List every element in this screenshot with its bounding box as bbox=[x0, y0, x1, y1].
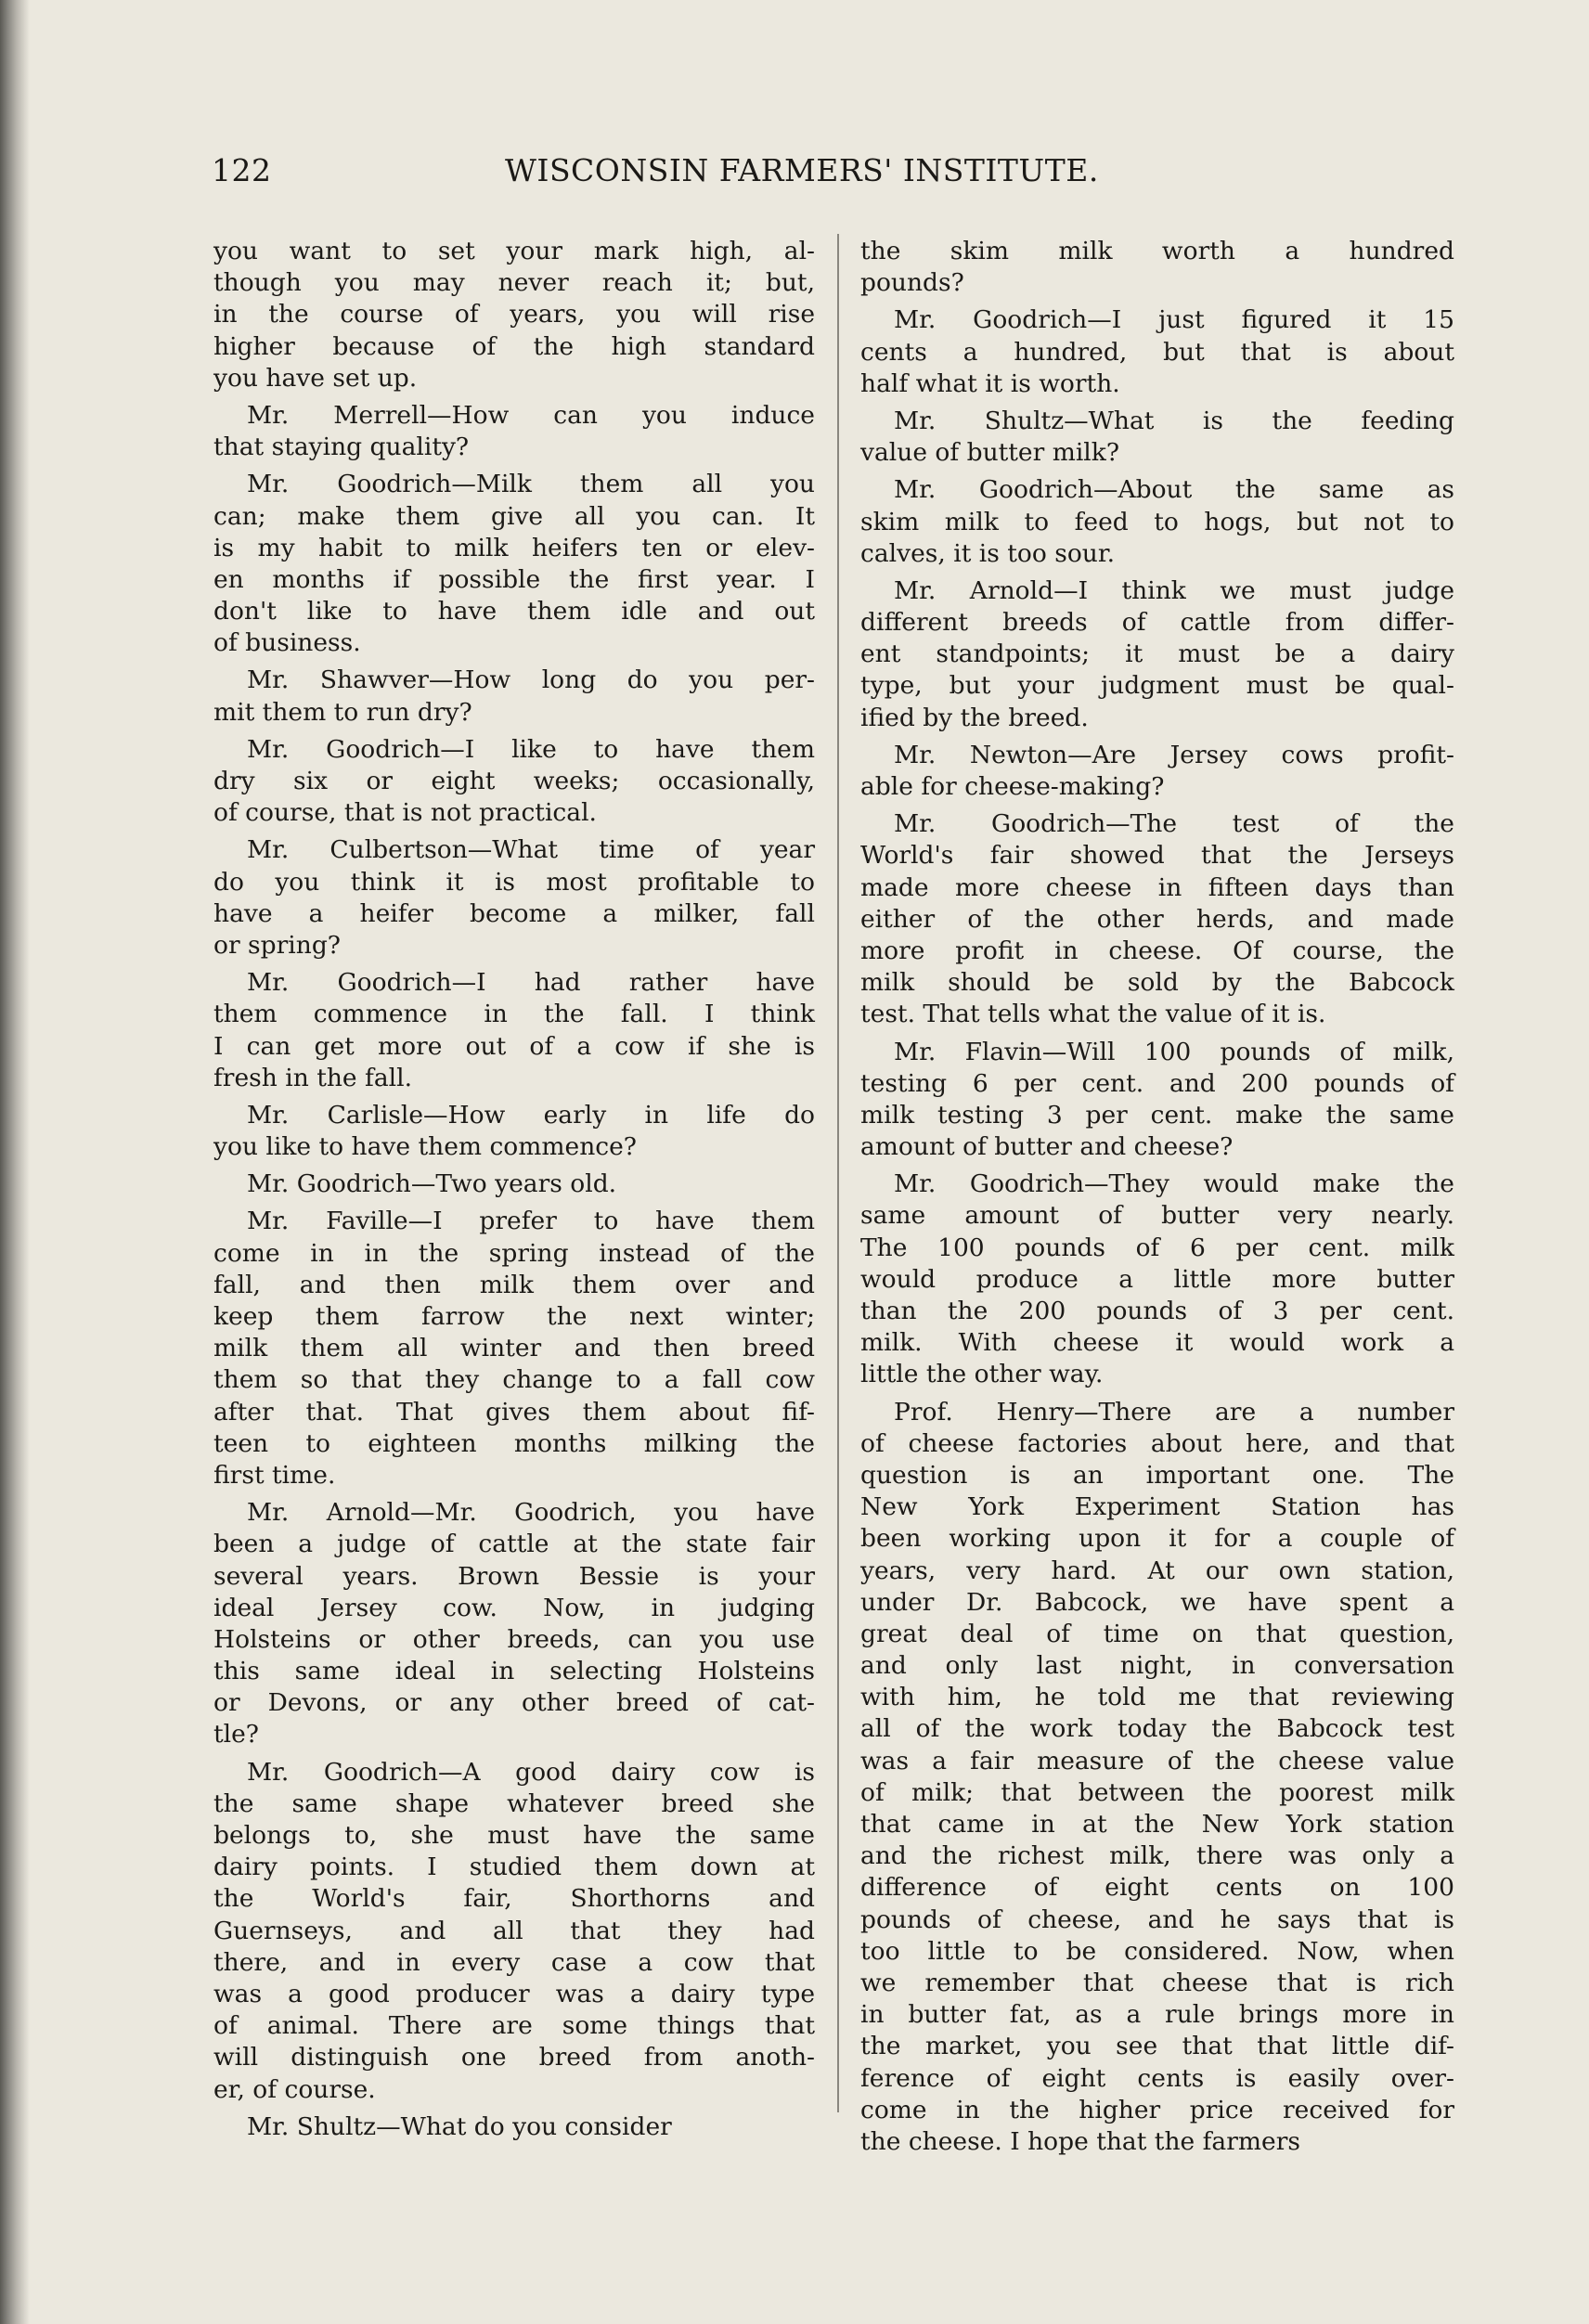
text-line: in the course of years, you will rise bbox=[213, 300, 815, 329]
paragraph bbox=[213, 834, 815, 962]
text-line: the skim milk worth a hundred bbox=[860, 237, 1454, 265]
paragraph bbox=[860, 1397, 1454, 2159]
text-line: that came in at the New York station bbox=[860, 1810, 1454, 1839]
book-binding-shadow bbox=[0, 0, 30, 2324]
text-line: is my habit to milk heifers ten or elev- bbox=[213, 533, 815, 562]
paragraph bbox=[860, 1168, 1454, 1390]
paragraph bbox=[213, 1497, 815, 1751]
text-line: Mr. Goodrich—They would make the bbox=[894, 1169, 1454, 1199]
text-line: Mr. Merrell—How can you induce bbox=[247, 400, 815, 430]
text-line: you want to set your mark high, al- bbox=[213, 237, 815, 265]
paragraph bbox=[213, 400, 815, 463]
paragraph bbox=[860, 808, 1454, 1030]
page-header bbox=[212, 152, 1140, 193]
text-line: milk testing 3 per cent. make the same bbox=[860, 1100, 1454, 1130]
text-line: come in in the spring instead of the bbox=[213, 1238, 815, 1268]
left-column bbox=[213, 236, 815, 2143]
text-line: mit them to run dry? bbox=[213, 697, 472, 727]
text-line: Mr. Shultz—What is the feeding bbox=[894, 406, 1454, 435]
text-line: milk should be sold by the Babcock bbox=[860, 968, 1454, 998]
text-line: can; make them give all you can. It bbox=[213, 501, 815, 531]
text-line: half what it is worth. bbox=[860, 368, 1120, 398]
text-line: type, but your judgment must be qual- bbox=[860, 671, 1454, 701]
text-line: ideal Jersey cow. Now, in judging bbox=[213, 1593, 815, 1622]
text-line: belongs to, she must have the same bbox=[213, 1821, 815, 1850]
text-line: fall, and then milk them over and bbox=[213, 1270, 815, 1299]
text-line: calves, it is too sour. bbox=[860, 538, 1116, 568]
text-line: will distinguish one breed from anoth- bbox=[213, 2043, 815, 2072]
text-line: more profit in cheese. Of course, the bbox=[860, 936, 1454, 965]
text-line: don't like to have them idle and out bbox=[213, 597, 815, 626]
paragraph bbox=[213, 1206, 815, 1491]
text-line: Mr. Arnold—Mr. Goodrich, you have bbox=[247, 1498, 815, 1528]
text-line: them so that they change to a fall cow bbox=[213, 1365, 815, 1395]
text-line: you have set up. bbox=[213, 363, 418, 393]
text-line: or Devons, or any other breed of cat- bbox=[213, 1688, 815, 1718]
text-line: would produce a little more butter bbox=[860, 1264, 1454, 1294]
text-line: that staying quality? bbox=[213, 433, 470, 462]
text-line: Mr. Faville—I prefer to have them bbox=[247, 1207, 815, 1236]
text-line: been a judge of cattle at the state fair bbox=[213, 1530, 815, 1559]
paragraph bbox=[213, 1168, 815, 1200]
text-line: Mr. Carlisle—How early in life do bbox=[247, 1100, 815, 1130]
text-line: Holsteins or other breeds, can you use bbox=[213, 1624, 815, 1654]
paragraph bbox=[213, 665, 815, 728]
paragraph bbox=[213, 734, 815, 830]
paragraph bbox=[860, 236, 1454, 299]
text-line: and the richest milk, there was only a bbox=[860, 1841, 1454, 1871]
text-line: of course, that is not practical. bbox=[213, 798, 597, 828]
text-line: The 100 pounds of 6 per cent. milk bbox=[860, 1233, 1454, 1262]
text-line: milk them all winter and then breed bbox=[213, 1334, 815, 1363]
text-line: in butter fat, as a rule brings more in bbox=[860, 2000, 1454, 2030]
text-line: ified by the breed. bbox=[860, 703, 1089, 732]
paragraph bbox=[860, 474, 1454, 570]
text-line: teen to eighteen months milking the bbox=[213, 1428, 815, 1458]
text-line: there, and in every case a cow that bbox=[213, 1947, 815, 1977]
text-line: Prof. Henry—There are a number bbox=[894, 1397, 1454, 1427]
text-line: higher because of the high standard bbox=[213, 331, 815, 361]
paragraph bbox=[860, 575, 1454, 734]
text-line: different breeds of cattle from differ- bbox=[860, 608, 1454, 638]
text-line: all of the work today the Babcock test bbox=[860, 1714, 1454, 1744]
paragraph bbox=[213, 967, 815, 1094]
text-line: Mr. Goodrich—I had rather have bbox=[247, 968, 815, 998]
text-line: of milk; that between the poorest milk bbox=[860, 1777, 1454, 1807]
text-line: Mr. Arnold—I think we must judge bbox=[894, 575, 1454, 605]
text-line: ent standpoints; it must be a dairy bbox=[860, 639, 1454, 669]
text-line: though you may never reach it; but, bbox=[213, 268, 815, 298]
text-line: them commence in the fall. I think bbox=[213, 1000, 815, 1029]
text-line: pounds of cheese, and he says that is bbox=[860, 1904, 1454, 1934]
text-line: you like to have them commence? bbox=[213, 1132, 637, 1162]
text-line: great deal of time on that question, bbox=[860, 1619, 1454, 1648]
text-line: Guernseys, and all that they had bbox=[213, 1916, 815, 1945]
text-line: er, of course. bbox=[213, 2074, 376, 2104]
paragraph bbox=[213, 1757, 815, 2106]
paragraph bbox=[213, 2111, 815, 2143]
text-line: the cheese. I hope that the farmers bbox=[860, 2126, 1300, 2156]
running-title: WISCONSIN FARMERS' INSTITUTE. bbox=[505, 152, 1099, 188]
text-line: test. That tells what the value of it is. bbox=[860, 1000, 1326, 1029]
paragraph bbox=[213, 1100, 815, 1163]
text-line: the World's fair, Shorthorns and bbox=[213, 1884, 815, 1914]
text-line: dairy points. I studied them down at bbox=[213, 1853, 815, 1882]
text-line: do you think it is most profitable to bbox=[213, 867, 815, 897]
text-line: after that. That gives them about fif- bbox=[213, 1397, 815, 1427]
text-line: Mr. Goodrich—Milk them all you bbox=[247, 470, 815, 499]
text-line: was a good producer was a dairy type bbox=[213, 1979, 815, 2008]
text-line: Mr. Goodrich—Two years old. bbox=[247, 1169, 617, 1199]
text-line: the market, you see that that little dif- bbox=[860, 2032, 1454, 2061]
text-line: amount of butter and cheese? bbox=[860, 1132, 1234, 1162]
text-line: too little to be considered. Now, when bbox=[860, 1936, 1454, 1966]
text-line: tle? bbox=[213, 1720, 260, 1749]
text-line: of business. bbox=[213, 628, 361, 658]
text-line: ference of eight cents is easily over- bbox=[860, 2063, 1454, 2093]
text-line: and only last night, in conversation bbox=[860, 1651, 1454, 1681]
text-line: Mr. Culbertson—What time of year bbox=[247, 835, 815, 865]
text-line: first time. bbox=[213, 1460, 336, 1490]
column-divider bbox=[837, 234, 839, 2112]
text-line: cents a hundred, but that is about bbox=[860, 337, 1454, 367]
paragraph bbox=[860, 1037, 1454, 1164]
text-line: Mr. Goodrich—About the same as bbox=[894, 475, 1454, 505]
text-line: Mr. Newton—Are Jersey cows profit- bbox=[894, 740, 1454, 769]
text-line: keep them farrow the next winter; bbox=[213, 1302, 815, 1331]
text-line: question is an important one. The bbox=[860, 1460, 1454, 1490]
text-line: come in the higher price received for bbox=[860, 2095, 1454, 2124]
text-line: either of the other herds, and made bbox=[860, 904, 1454, 934]
text-line: milk. With cheese it would work a bbox=[860, 1328, 1454, 1358]
text-line: able for cheese-making? bbox=[860, 772, 1165, 801]
text-line: have a heifer become a milker, fall bbox=[213, 898, 815, 928]
page-number: 122 bbox=[212, 152, 272, 188]
text-line: testing 6 per cent. and 200 pounds of bbox=[860, 1068, 1454, 1098]
text-line: Mr. Goodrich—A good dairy cow is bbox=[247, 1757, 815, 1787]
paragraph bbox=[860, 304, 1454, 400]
text-line: this same ideal in selecting Holsteins bbox=[213, 1657, 815, 1686]
right-column bbox=[860, 236, 1454, 2158]
text-line: of animal. There are some things that bbox=[213, 2011, 815, 2041]
paragraph bbox=[860, 740, 1454, 803]
text-line: value of butter milk? bbox=[860, 438, 1120, 468]
text-line: with him, he told me that reviewing bbox=[860, 1683, 1454, 1712]
text-line: same amount of butter very nearly. bbox=[860, 1201, 1454, 1231]
text-line: Mr. Goodrich—I like to have them bbox=[247, 734, 815, 764]
text-line: we remember that cheese that is rich bbox=[860, 1968, 1454, 1997]
text-line: pounds? bbox=[860, 268, 964, 298]
text-line: World's fair showed that the Jerseys bbox=[860, 841, 1454, 871]
text-line: was a fair measure of the cheese value bbox=[860, 1746, 1454, 1775]
text-line: of cheese factories about here, and that bbox=[860, 1428, 1454, 1458]
text-line: been working upon it for a couple of bbox=[860, 1524, 1454, 1554]
paragraph bbox=[860, 406, 1454, 469]
text-line: Mr. Goodrich—The test of the bbox=[894, 809, 1454, 839]
text-line: made more cheese in fifteen days than bbox=[860, 872, 1454, 902]
text-line: dry six or eight weeks; occasionally, bbox=[213, 767, 815, 795]
text-line: years, very hard. At our own station, bbox=[860, 1556, 1454, 1585]
text-line: Mr. Shultz—What do you consider bbox=[247, 2111, 672, 2141]
text-line: several years. Brown Bessie is your bbox=[213, 1561, 815, 1591]
text-line: I can get more out of a cow if she is bbox=[213, 1031, 815, 1061]
text-line: Mr. Goodrich—I just figured it 15 bbox=[894, 305, 1454, 335]
paragraph bbox=[213, 236, 815, 394]
text-line: fresh in the fall. bbox=[213, 1063, 413, 1092]
text-line: Mr. Shawver—How long do you per- bbox=[247, 665, 815, 695]
text-line: difference of eight cents on 100 bbox=[860, 1873, 1454, 1903]
text-line: the same shape whatever breed she bbox=[213, 1788, 815, 1818]
text-line: under Dr. Babcock, we have spent a bbox=[860, 1587, 1454, 1617]
text-line: skim milk to feed to hogs, but not to bbox=[860, 507, 1454, 536]
text-line: New York Experiment Station has bbox=[860, 1492, 1454, 1522]
text-line: little the other way. bbox=[860, 1360, 1104, 1389]
paragraph bbox=[213, 469, 815, 659]
text-line: than the 200 pounds of 3 per cent. bbox=[860, 1297, 1454, 1325]
text-line: en months if possible the first year. I bbox=[213, 564, 815, 594]
text-line: Mr. Flavin—Will 100 pounds of milk, bbox=[894, 1037, 1454, 1066]
text-line: or spring? bbox=[213, 930, 341, 960]
